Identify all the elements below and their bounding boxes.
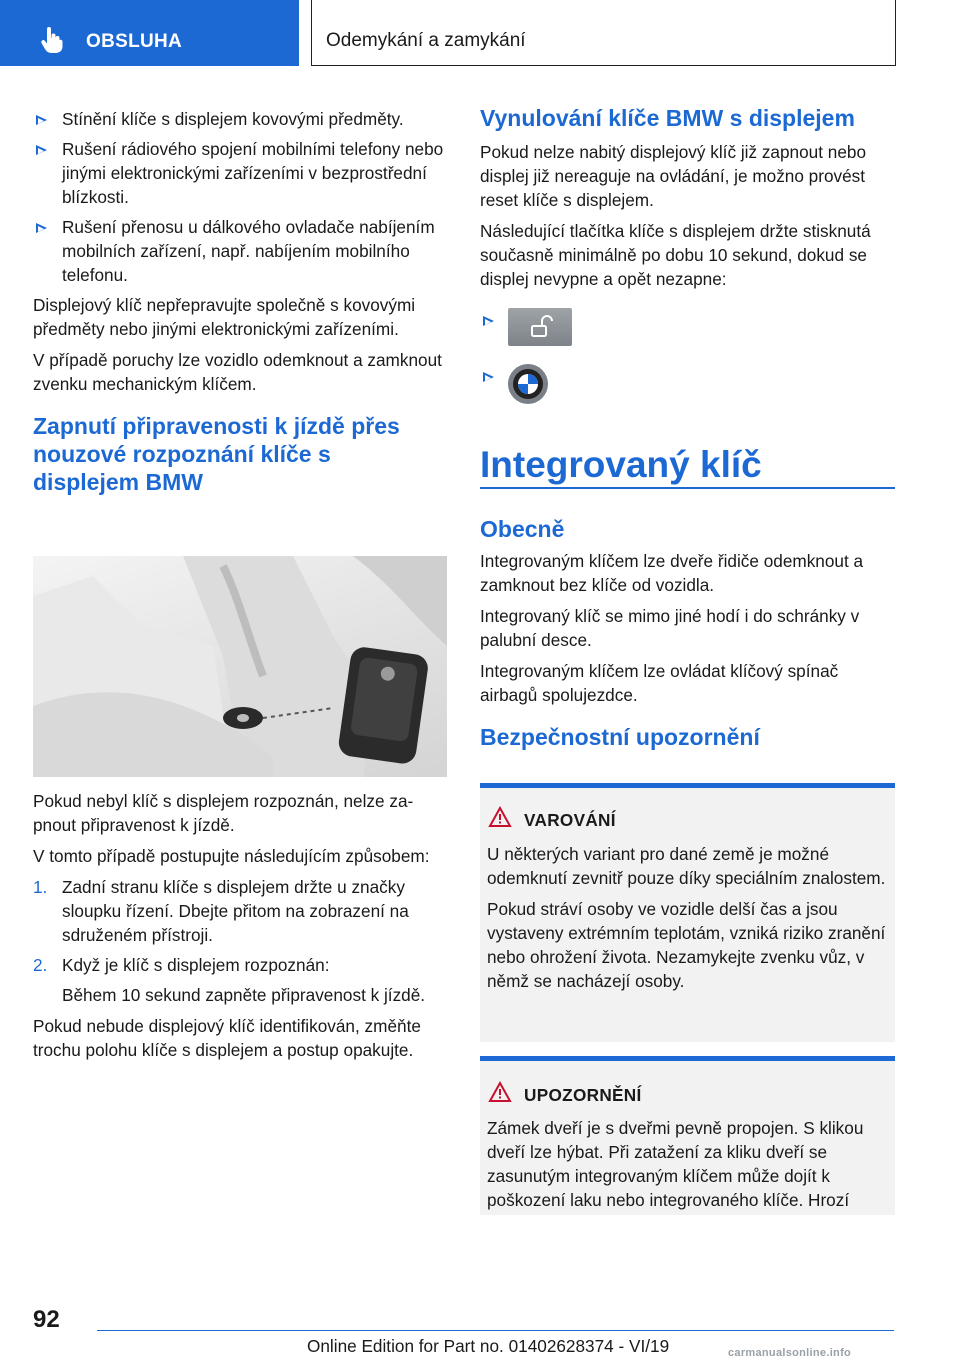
watermark: carmanualsonline.info <box>728 1347 852 1359</box>
section-label: OBSLUHA <box>86 31 183 52</box>
warning-text: U některých variant pro dané země je možné odemknutí zevnitř pouze díky speciálním znalostem. Pokud stráví osoby ve vozidle delší čas a jsou vystaveny extrémním teplotám, vzniká riziko zranění nebo ohrožení života. Nezamykejte zvenku vůz, v němž se nacházejí osoby. <box>487 844 886 991</box>
left-column <box>33 107 449 496</box>
paragraph: Následující tlačítka klíče s displejem držte stisknutá současně minimálně po dobu 10 sekund, dokud se displej nevypne a opět nezapne: <box>480 221 871 289</box>
edition-note: Online Edition for Part no. 01402628374 - VI/19 <box>307 1336 670 1356</box>
list-item: Rušení přenosu u dálkového ovladače nabíjením mobilních zařízení, např. nabíjením mobilního telefonu. <box>33 215 449 287</box>
section-tab <box>0 0 299 66</box>
warning-triangle-icon <box>488 1081 512 1103</box>
footer-divider <box>97 1330 894 1331</box>
list-item: Stínění klíče s displejem kovovými předměty. <box>33 107 449 131</box>
right-column-lower <box>480 515 898 751</box>
section-heading: Bezpečnostní upozornění <box>480 724 760 750</box>
section-heading: Obecně <box>480 516 565 542</box>
section-heading: Zapnutí připravenosti k jízdě přes nouzové rozpoznání klíče s displejem BMW <box>33 413 400 495</box>
paragraph: Pokud nebyl klíč s displejem rozpoznán, nelze zapnout připravenost k jízdě. <box>33 791 414 835</box>
page-number: 92 <box>33 1306 60 1333</box>
chapter-heading: Integrovaný klíč <box>480 444 762 485</box>
section-heading: Vynulování klíče BMW s displejem <box>480 105 855 131</box>
paragraph: Integrovaný klíč se mimo jiné hodí i do schránky v palubní desce. <box>480 606 860 650</box>
paragraph: Integrovaným klíčem lze dveře řidiče odemknout a zamknout bez klíče od vozidla. <box>480 551 864 595</box>
list-item <box>480 308 510 332</box>
warning-title: UPOZORNĚNÍ <box>524 1085 642 1105</box>
bmw-logo-icon <box>508 364 548 404</box>
key-illustration <box>33 556 447 777</box>
left-column-lower <box>33 789 449 1069</box>
warning-triangle-icon <box>488 806 512 828</box>
paragraph: V tomto případě postupujte následujícím způsobem: <box>33 846 430 866</box>
paragraph: V případě poruchy lze vozidlo odemknout a zamknout zvenku mechanickým klíčem. <box>33 350 442 394</box>
list-item: Rušení rádiového spojení mobilními telefony nebo jinými elektronickými zařízeními v bezprostřední blízkosti. <box>33 137 449 209</box>
paragraph: Pokud nelze nabitý displejový klíč již zapnout nebo displej již nereaguje na ovládání, je možno provést reset klíče s displejem. <box>480 142 866 210</box>
unlock-button-icon <box>508 308 572 346</box>
chapter-title: Odemykání a zamykání <box>326 30 526 51</box>
warning-title: VAROVÁNÍ <box>524 810 616 830</box>
paragraph: Pokud nebude displejový klíč identifikován, změňte trochu polohu klíče s displejem a postup opakujte. <box>33 1016 421 1060</box>
divider <box>480 487 895 489</box>
paragraph: Displejový klíč nepřepravujte společně s kovovými předměty nebo jinými elektronickými zařízeními. <box>33 295 416 339</box>
list-item <box>480 364 510 388</box>
paragraph: Během 10 sekund zapněte připravenost k jízdě. <box>62 985 426 1005</box>
steering-column-image <box>33 556 447 777</box>
hand-pointer-icon <box>40 27 64 53</box>
paragraph: Integrovaným klíčem lze ovládat klíčový spínač airbagů spolujezdce. <box>480 661 839 705</box>
right-column <box>480 104 896 298</box>
list-item: 2. Když je klíč s displejem rozpoznán: <box>33 955 330 975</box>
list-item: 1. Zadní stranu klíče s displejem držte u značky sloupku řízení. Dbejte přitom na zobrazení na sdruženém přístroji. <box>33 877 409 945</box>
warning-text: Zámek dveří je s dveřmi pevně propojen. S klikou dveří lze hýbat. Při zatažení za kliku dveří se zasunutým integrovaným klíčem může dojít k poškození laku nebo integrovaného klíče. Hrozí <box>487 1118 864 1210</box>
